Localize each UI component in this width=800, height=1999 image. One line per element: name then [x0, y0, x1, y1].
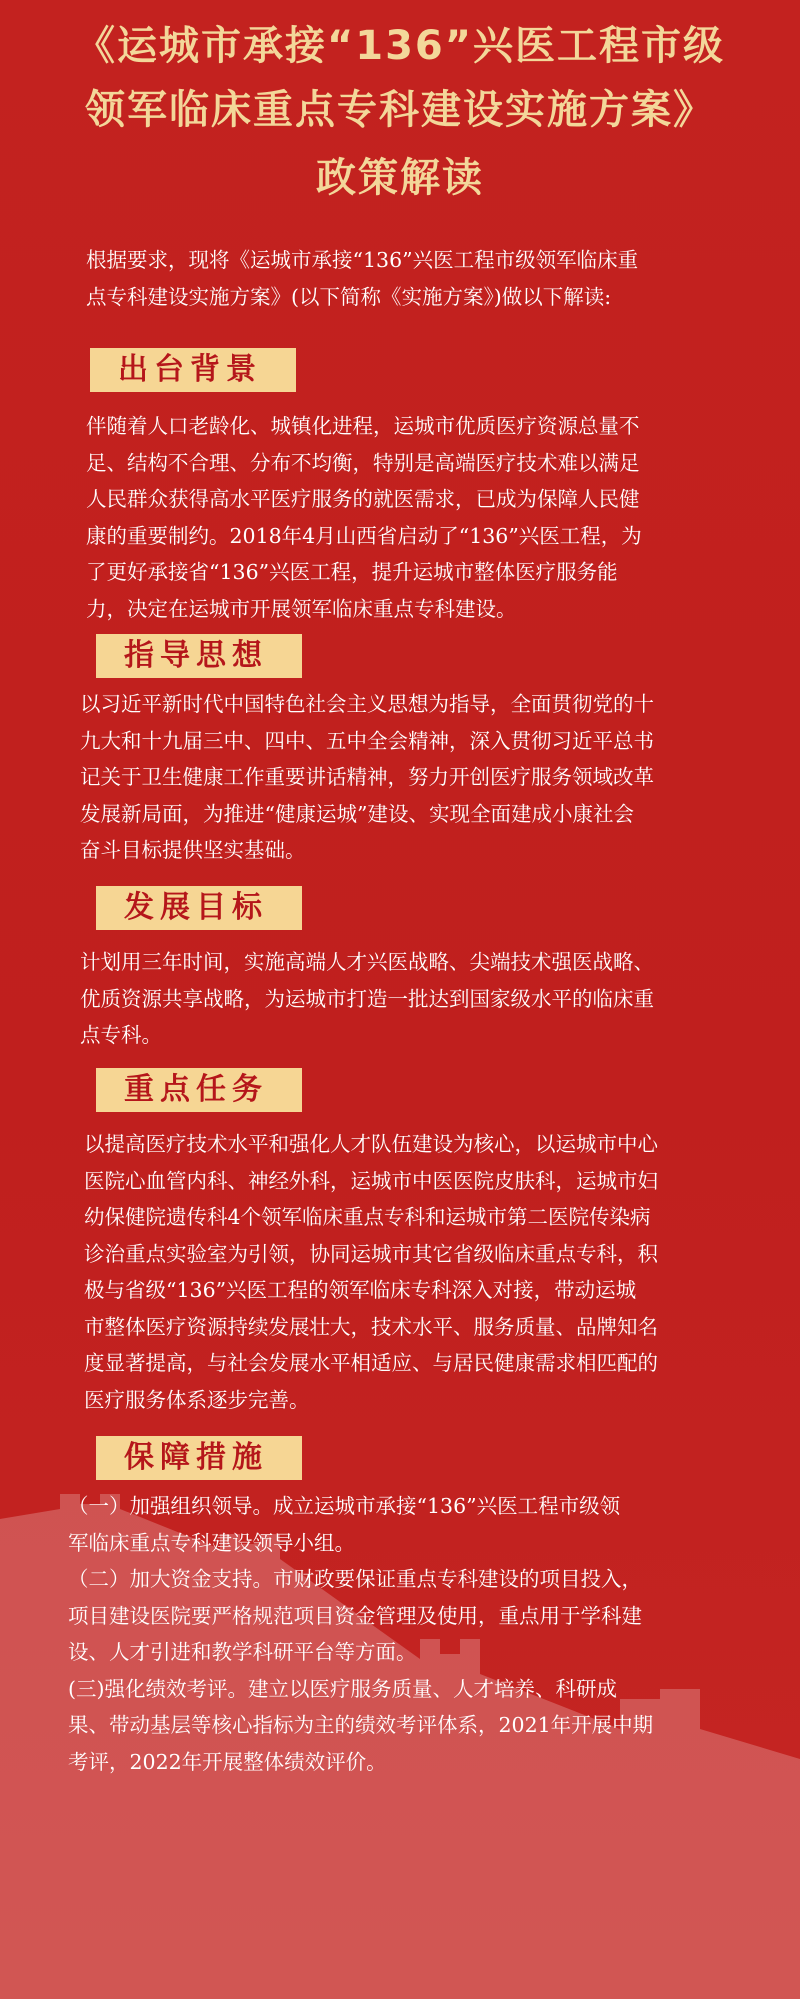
section-label-key-tasks: 重点任务	[96, 1068, 302, 1112]
section-text-guiding-ideology: 以习近平新时代中国特色社会主义思想为指导，全面贯彻党的十 九大和十九届三中、四中、五中全会精神，深入贯彻习近平总书 记关于卫生健康工作重要讲话精神，努力开创医疗服务领域改革 发展新局面，为推进“健康运城”建设、实现全面建成小康社会 奋斗目标提供坚实基础。	[80, 692, 654, 862]
section-label-safeguards: 保障措施	[96, 1436, 302, 1480]
title-line-1: 《运城市承接“136”兴医工程市级	[74, 23, 726, 69]
section-text-safeguards: （一）加强组织领导。成立运城市承接“136”兴医工程市级领 军临床重点专科建设领导小组。 （二）加大资金支持。市财政要保证重点专科建设的项目投入， 项目建设医院要严格规范项目资金管理及使用，重点用于学科建 设、人才引进和教学科研平台等方面。 (三)强化绩效考评。建立以医疗服务质量、人才培养、科研成 果、带动基层等核心指标为主的绩效考评体系，2021年开展中期 考评，2022年开展整体绩效评价。	[68, 1494, 654, 1774]
section-label-background: 出台背景	[90, 348, 296, 392]
section-text-goals: 计划用三年时间，实施高端人才兴医战略、尖端技术强医战略、 优质资源共享战略，为运城市打造一批达到国家级水平的临床重 点专科。	[80, 950, 654, 1047]
title-line-2: 领军临床重点专科建设实施方案》	[85, 87, 715, 133]
section-label-guiding-ideology: 指导思想	[96, 634, 302, 678]
intro-paragraph: 根据要求，现将《运城市承接“136”兴医工程市级领军临床重 点专科建设实施方案》(以下简称《实施方案》)做以下解读:	[86, 248, 639, 309]
section-text-background: 伴随着人口老龄化、城镇化进程，运城市优质医疗资源总量不 足、结构不合理、分布不均衡，特别是高端医疗技术难以满足 人民群众获得高水平医疗服务的就医需求，已成为保障人民健 康的重要制约。2018年4月山西省启动了“136”兴医工程，为 了更好承接省“136”兴医工程，提升运城市整体医疗服务能 力，决定在运城市开展领军临床重点专科建设。	[86, 414, 642, 621]
section-text-key-tasks: 以提高医疗技术水平和强化人才队伍建设为核心，以运城市中心 医院心血管内科、神经外科，运城市中医医院皮肤科，运城市妇 幼保健院遗传科4个领军临床重点专科和运城市第二医院传染病 诊治重点实验室为引领，协同运城市其它省级临床重点专科，积 极与省级“136”兴医工程的领军临床专科深入对接，带动运城 市整体医疗资源持续发展壮大，技术水平、服务质量、品牌知名 度显著提高，与社会发展水平相适应、与居民健康需求相匹配的 医疗服务体系逐步完善。	[84, 1132, 658, 1412]
section-label-goals: 发展目标	[96, 886, 302, 930]
title-line-3: 政策解读	[316, 155, 484, 201]
